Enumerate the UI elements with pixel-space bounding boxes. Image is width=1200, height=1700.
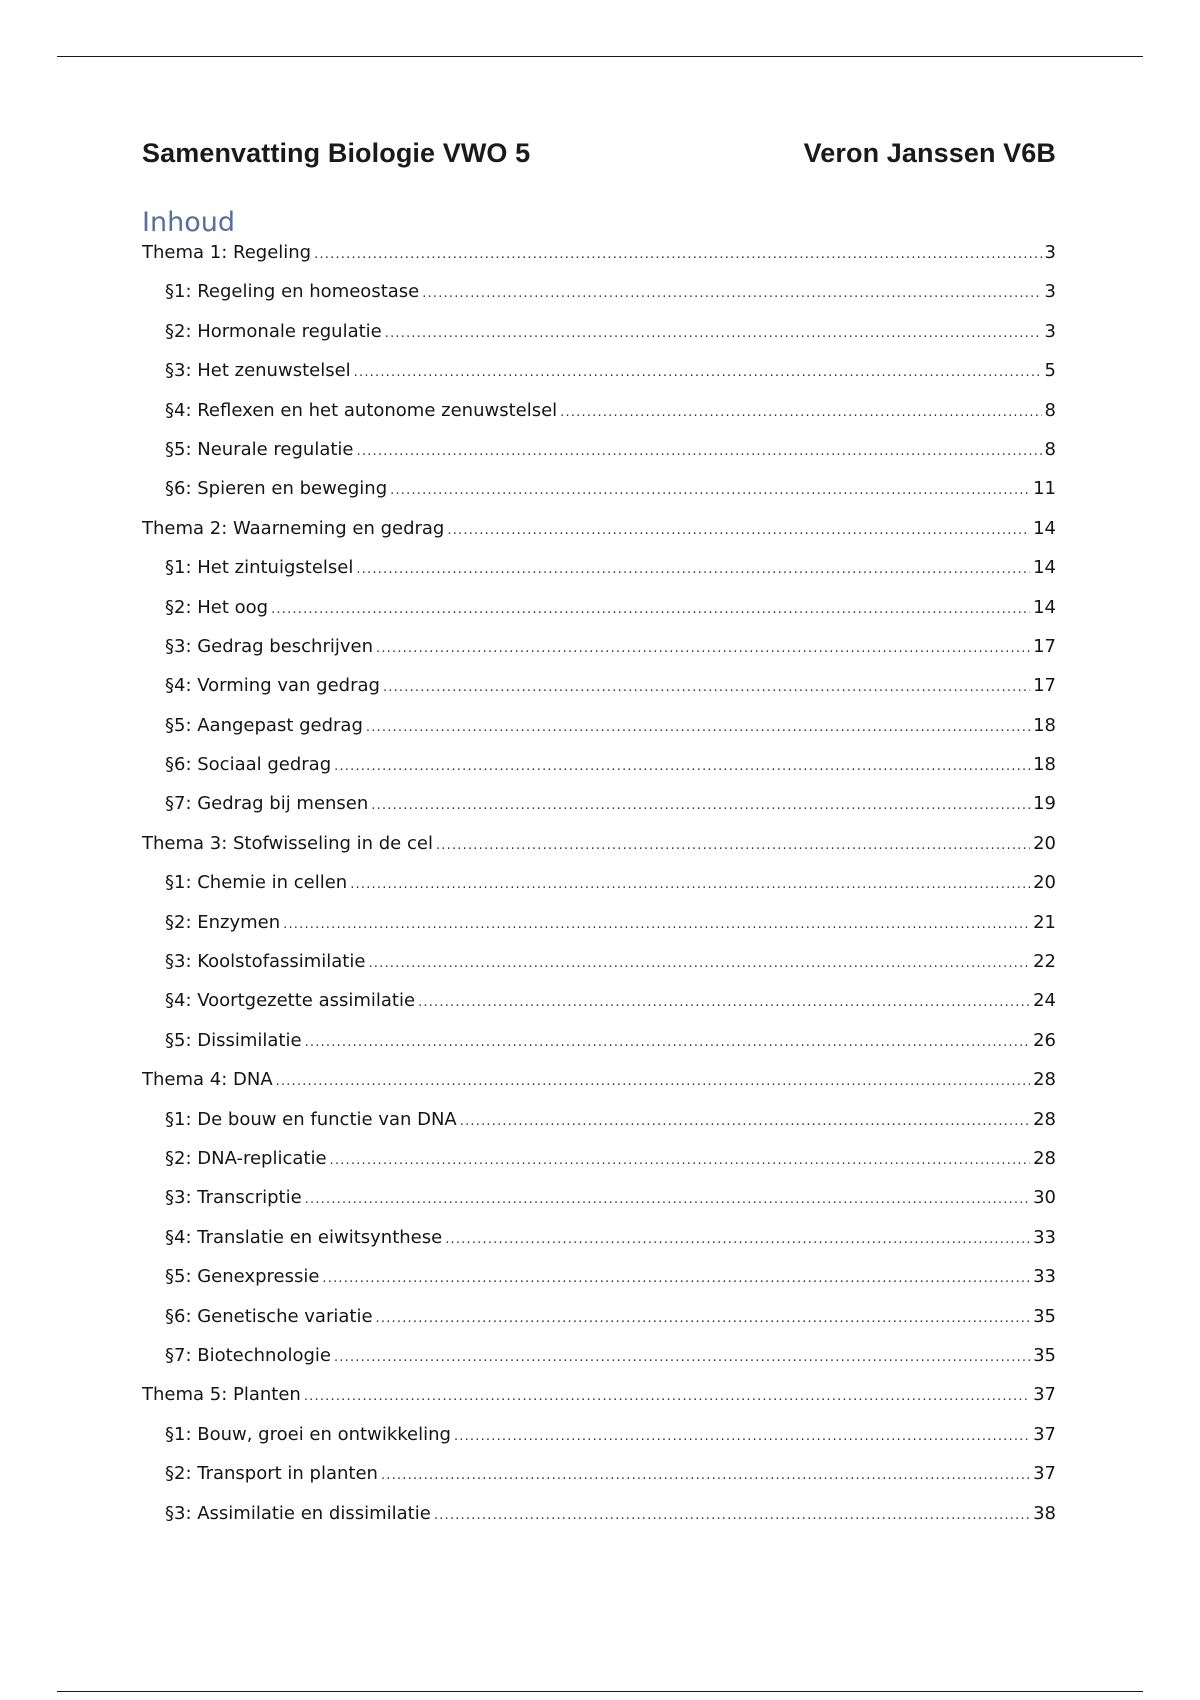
toc-section-entry[interactable] bbox=[142, 1424, 1056, 1463]
toc-entry-label: §2: DNA-replicatie bbox=[165, 1147, 327, 1169]
toc-section-entry[interactable] bbox=[142, 321, 1056, 360]
table-of-contents bbox=[142, 242, 1056, 1542]
toc-section-entry[interactable] bbox=[142, 675, 1056, 714]
toc-entry-label: §5: Genexpressie bbox=[165, 1266, 320, 1288]
toc-entry-label: §2: Transport in planten bbox=[165, 1463, 378, 1485]
toc-dot-leader bbox=[454, 1429, 1030, 1444]
author-name: Veron Janssen V6B bbox=[803, 138, 1056, 168]
document-title: Samenvatting Biologie VWO 5 bbox=[142, 138, 531, 168]
toc-page-number: 17 bbox=[1033, 675, 1056, 697]
toc-entry-label: §4: Reflexen en het autonome zenuwstelsel bbox=[165, 399, 558, 421]
toc-page-number: 28 bbox=[1033, 1069, 1056, 1091]
toc-dot-leader bbox=[390, 483, 1030, 498]
toc-page-number: 24 bbox=[1033, 990, 1056, 1012]
toc-dot-leader bbox=[371, 798, 1030, 813]
toc-page-number: 20 bbox=[1033, 872, 1056, 894]
toc-section-entry[interactable] bbox=[142, 990, 1056, 1029]
toc-page-number: 30 bbox=[1033, 1187, 1056, 1209]
toc-section-entry[interactable] bbox=[142, 872, 1056, 911]
toc-dot-leader bbox=[368, 956, 1030, 971]
toc-section-entry[interactable] bbox=[142, 1227, 1056, 1266]
toc-dot-leader bbox=[385, 326, 1042, 341]
toc-page-number: 14 bbox=[1033, 517, 1056, 539]
toc-dot-leader bbox=[418, 995, 1030, 1010]
toc-dot-leader bbox=[330, 1153, 1031, 1168]
toc-dot-leader bbox=[334, 1350, 1030, 1365]
toc-chapter-entry[interactable] bbox=[142, 833, 1056, 872]
toc-section-entry[interactable] bbox=[142, 439, 1056, 478]
toc-dot-leader bbox=[314, 247, 1041, 262]
toc-section-entry[interactable] bbox=[142, 754, 1056, 793]
toc-page-number: 14 bbox=[1033, 557, 1056, 579]
toc-dot-leader bbox=[334, 759, 1030, 774]
toc-section-entry[interactable] bbox=[142, 1030, 1056, 1069]
toc-section-entry[interactable] bbox=[142, 1345, 1056, 1384]
toc-dot-leader bbox=[354, 365, 1042, 380]
toc-heading: Inhoud bbox=[142, 207, 235, 238]
toc-entry-label: Thema 5: Planten bbox=[142, 1384, 301, 1406]
toc-section-entry[interactable] bbox=[142, 1266, 1056, 1305]
toc-dot-leader bbox=[560, 405, 1041, 420]
toc-section-entry[interactable] bbox=[142, 597, 1056, 636]
toc-dot-leader bbox=[366, 720, 1030, 735]
toc-dot-leader bbox=[445, 1232, 1030, 1247]
toc-dot-leader bbox=[447, 523, 1030, 538]
toc-page-number: 17 bbox=[1033, 635, 1056, 657]
toc-dot-leader bbox=[356, 562, 1030, 577]
toc-page-number: 28 bbox=[1033, 1108, 1056, 1130]
toc-page-number: 28 bbox=[1033, 1147, 1056, 1169]
toc-section-entry[interactable] bbox=[142, 951, 1056, 990]
toc-page-number: 18 bbox=[1033, 714, 1056, 736]
toc-entry-label: §2: Hormonale regulatie bbox=[165, 320, 382, 342]
toc-dot-leader bbox=[350, 877, 1030, 892]
toc-page-number: 37 bbox=[1033, 1463, 1056, 1485]
toc-page-number: 3 bbox=[1044, 242, 1056, 263]
toc-page-number: 26 bbox=[1033, 1029, 1056, 1051]
toc-page-number: 18 bbox=[1033, 754, 1056, 776]
toc-dot-leader bbox=[305, 1192, 1030, 1207]
toc-page-number: 33 bbox=[1033, 1226, 1056, 1248]
toc-dot-leader bbox=[304, 1389, 1030, 1404]
toc-dot-leader bbox=[376, 641, 1030, 656]
toc-page-number: 8 bbox=[1044, 399, 1056, 421]
toc-entry-label: Thema 2: Waarneming en gedrag bbox=[142, 517, 445, 539]
toc-entry-label: §1: De bouw en functie van DNA bbox=[165, 1108, 457, 1130]
toc-dot-leader bbox=[283, 917, 1030, 932]
toc-entry-label: §3: Assimilatie en dissimilatie bbox=[165, 1502, 431, 1524]
toc-section-entry[interactable] bbox=[142, 478, 1056, 517]
toc-section-entry[interactable] bbox=[142, 1463, 1056, 1502]
toc-entry-label: §1: Het zintuigstelsel bbox=[165, 557, 354, 579]
toc-entry-label: §4: Translatie en eiwitsynthese bbox=[165, 1226, 443, 1248]
toc-page-number: 14 bbox=[1033, 596, 1056, 618]
toc-chapter-entry[interactable] bbox=[142, 1069, 1056, 1108]
toc-section-entry[interactable] bbox=[142, 360, 1056, 399]
document-page bbox=[142, 138, 1056, 1542]
toc-section-entry[interactable] bbox=[142, 1148, 1056, 1187]
toc-page-number: 11 bbox=[1033, 478, 1056, 500]
toc-dot-leader bbox=[436, 838, 1030, 853]
toc-entry-label: §6: Spieren en beweging bbox=[165, 478, 388, 500]
toc-entry-label: §1: Regeling en homeostase bbox=[165, 281, 420, 303]
toc-chapter-entry[interactable] bbox=[142, 518, 1056, 557]
toc-entry-label: §3: Gedrag beschrijven bbox=[165, 635, 373, 657]
toc-dot-leader bbox=[422, 286, 1041, 301]
toc-entry-label: §3: Transcriptie bbox=[165, 1187, 302, 1209]
toc-entry-label: §5: Dissimilatie bbox=[165, 1029, 302, 1051]
toc-entry-label: §7: Biotechnologie bbox=[165, 1344, 331, 1366]
toc-dot-leader bbox=[357, 444, 1042, 459]
toc-entry-label: §3: Het zenuwstelsel bbox=[165, 360, 351, 382]
toc-page-number: 22 bbox=[1033, 951, 1056, 973]
toc-page-number: 33 bbox=[1033, 1266, 1056, 1288]
toc-page-number: 3 bbox=[1044, 320, 1056, 342]
toc-page-number: 20 bbox=[1033, 832, 1056, 854]
toc-entry-label: Thema 3: Stofwisseling in de cel bbox=[142, 832, 433, 854]
top-divider bbox=[57, 56, 1143, 57]
bottom-divider bbox=[57, 1691, 1143, 1692]
toc-section-entry[interactable] bbox=[142, 557, 1056, 596]
toc-entry-label: §2: Enzymen bbox=[165, 911, 281, 933]
toc-section-entry[interactable] bbox=[142, 281, 1056, 320]
toc-page-number: 5 bbox=[1044, 360, 1056, 382]
toc-page-number: 21 bbox=[1033, 911, 1056, 933]
toc-dot-leader bbox=[376, 1311, 1031, 1326]
toc-page-number: 19 bbox=[1033, 793, 1056, 815]
toc-dot-leader bbox=[383, 680, 1030, 695]
toc-section-entry[interactable] bbox=[142, 912, 1056, 951]
toc-dot-leader bbox=[381, 1468, 1030, 1483]
toc-page-number: 3 bbox=[1044, 281, 1056, 303]
toc-dot-leader bbox=[460, 1114, 1030, 1129]
toc-entry-label: §5: Neurale regulatie bbox=[165, 438, 354, 460]
toc-entry-label: §7: Gedrag bij mensen bbox=[165, 793, 369, 815]
toc-dot-leader bbox=[322, 1271, 1030, 1286]
toc-section-entry[interactable] bbox=[142, 1109, 1056, 1148]
toc-section-entry[interactable] bbox=[142, 1306, 1056, 1345]
toc-dot-leader bbox=[305, 1035, 1031, 1050]
toc-entry-label: §2: Het oog bbox=[165, 596, 269, 618]
document-header bbox=[142, 138, 1056, 182]
toc-entry-label: §4: Vorming van gedrag bbox=[165, 675, 380, 697]
toc-dot-leader bbox=[276, 1074, 1030, 1089]
toc-section-entry[interactable] bbox=[142, 1187, 1056, 1226]
toc-page-number: 35 bbox=[1033, 1305, 1056, 1327]
toc-chapter-entry[interactable] bbox=[142, 1384, 1056, 1423]
toc-section-entry[interactable] bbox=[142, 400, 1056, 439]
toc-entry-label: Thema 1: Regeling bbox=[142, 242, 312, 263]
toc-section-entry[interactable] bbox=[142, 1503, 1056, 1542]
toc-page-number: 38 bbox=[1033, 1502, 1056, 1524]
toc-chapter-entry[interactable] bbox=[142, 242, 1056, 281]
toc-section-entry[interactable] bbox=[142, 715, 1056, 754]
toc-section-entry[interactable] bbox=[142, 793, 1056, 832]
toc-entry-label: §1: Chemie in cellen bbox=[165, 872, 348, 894]
toc-dot-leader bbox=[271, 602, 1030, 617]
toc-entry-label: §1: Bouw, groei en ontwikkeling bbox=[165, 1423, 451, 1445]
toc-entry-label: §5: Aangepast gedrag bbox=[165, 714, 363, 736]
toc-entry-label: §4: Voortgezette assimilatie bbox=[165, 990, 416, 1012]
toc-entry-label: §3: Koolstofassimilatie bbox=[165, 951, 366, 973]
toc-entry-label: Thema 4: DNA bbox=[142, 1069, 273, 1091]
toc-section-entry[interactable] bbox=[142, 636, 1056, 675]
toc-entry-label: §6: Genetische variatie bbox=[165, 1305, 373, 1327]
toc-entry-label: §6: Sociaal gedrag bbox=[165, 754, 332, 776]
toc-page-number: 37 bbox=[1033, 1423, 1056, 1445]
toc-page-number: 37 bbox=[1033, 1384, 1056, 1406]
toc-dot-leader bbox=[434, 1508, 1030, 1523]
toc-page-number: 35 bbox=[1033, 1344, 1056, 1366]
toc-page-number: 8 bbox=[1044, 438, 1056, 460]
